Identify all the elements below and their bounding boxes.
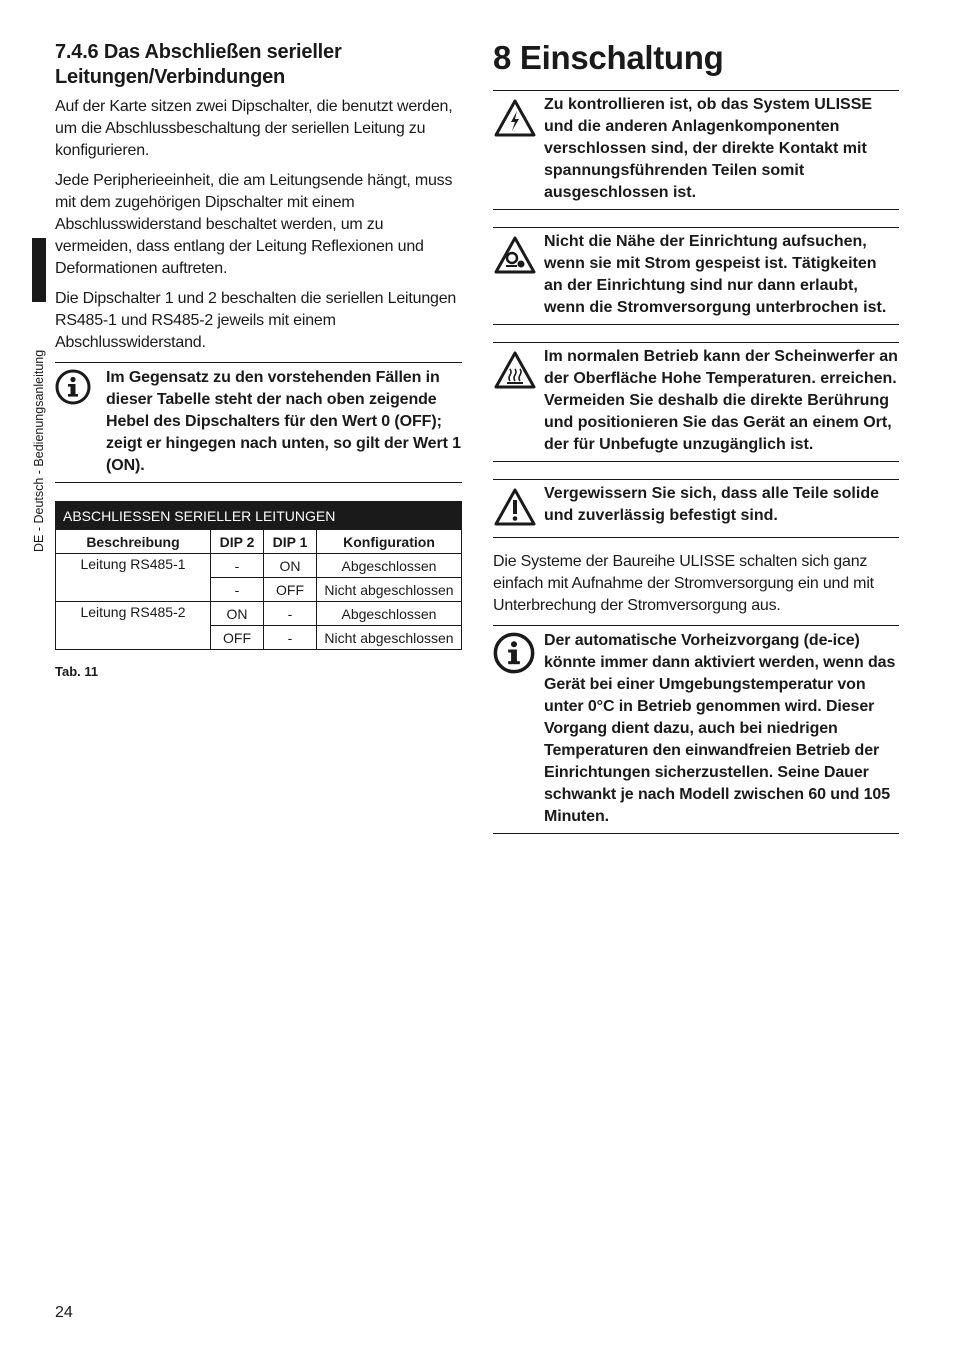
side-label: DE - Deutsch - Bedienungsanleitung — [32, 349, 46, 552]
table-cell: ON — [264, 554, 317, 578]
table-cell: Leitung RS485-2 — [56, 602, 211, 650]
table-cell: - — [264, 626, 317, 650]
chapter-title: 8 Einschaltung — [493, 39, 724, 76]
mechanical-hazard-icon — [493, 231, 544, 319]
table-row — [56, 554, 462, 578]
paragraph: Jede Peripherieeinheit, die am Leitungsende hängt, muss mit dem zugehörigen Dipschalter mit einem Abschlusswiderstand beschaltet werden, um zu vermeiden, dass entlang der Leitung Reflexionen und Deformationen auftreten. — [55, 172, 453, 277]
paragraph: Auf der Karte sitzen zwei Dipschalter, die benutzt werden, um die Abschlussbeschaltung der seriellen Leitung zu konfigurieren. — [55, 98, 453, 159]
table-cell: Nicht abgeschlossen — [317, 626, 462, 650]
table-cell: Abgeschlossen — [317, 602, 462, 626]
column-header: DIP 2 — [211, 530, 264, 554]
warning-note — [493, 90, 899, 210]
general-warning-icon — [493, 483, 544, 532]
left-column — [55, 40, 462, 679]
table-cell: OFF — [264, 578, 317, 602]
warning-note — [493, 342, 899, 462]
table-cell: Abgeschlossen — [317, 554, 462, 578]
side-tab-marker — [32, 238, 46, 302]
warning-text: Nicht die Nähe der Einrichtung aufsuchen, wenn sie mit Strom gespeist ist. Tätigkeiten an der Einrichtung sind nur dann erlaubt, wenn die Stromversorgung unterbrochen ist. — [544, 233, 887, 316]
column-header: DIP 1 — [264, 530, 317, 554]
info-note — [493, 625, 899, 834]
electric-hazard-icon — [493, 94, 544, 204]
table-cell: - — [211, 554, 264, 578]
table-caption: Tab. 11 — [55, 664, 99, 679]
table-cell: OFF — [211, 626, 264, 650]
info-note — [55, 362, 462, 483]
table-cell: - — [211, 578, 264, 602]
table-cell: ON — [211, 602, 264, 626]
table-cell: - — [264, 602, 317, 626]
table-row — [56, 602, 462, 626]
warning-text: Zu kontrollieren ist, ob das System ULISSE und die anderen Anlagenkomponenten verschlossen sind, der direkte Kontakt mit spannungsführenden Teilen somit ausgeschlossen ist. — [544, 96, 873, 201]
warning-text: Vergewissern Sie sich, dass alle Teile solide und zuverlässig befestigt sind. — [544, 485, 879, 524]
warning-note — [493, 479, 899, 538]
warning-text: Im normalen Betrieb kann der Scheinwerfer an der Oberfläche Hohe Temperaturen. erreichen. Vermeiden Sie deshalb die direkte Berührung und positionieren Sie das Gerät an einem Ort, der für Unbefugte unzugänglich ist. — [544, 348, 898, 453]
hot-surface-icon — [493, 346, 544, 456]
paragraph: Die Systeme der Baureihe ULISSE schalten sich ganz einfach mit Aufnahme der Stromversorgung ein und mit Unterbrechung der Stromversorgung aus. — [493, 553, 874, 614]
table-title: ABSCHLIESSEN SERIELLER LEITUNGEN — [56, 502, 462, 530]
termination-table — [55, 501, 462, 650]
column-header: Konfiguration — [317, 530, 462, 554]
paragraph: Die Dipschalter 1 und 2 beschalten die seriellen Leitungen RS485-1 und RS485-2 jeweils mit einem Abschlusswiderstand. — [55, 290, 457, 351]
info-note-text: Der automatische Vorheizvorgang (de-ice) könnte immer dann aktiviert werden, wenn das Gerät bei einer Umgebungstemperatur von unter 0°C in Betrieb genommen wird. Dieser Vorgang dient dazu, auch bei niedrigen Temperaturen den einwandfreien Betrieb der Einrichtungen sicherzustellen. Seine Dauer schwankt je nach Modell zwischen 60 und 105 Minuten. — [544, 632, 896, 825]
info-note-text: Im Gegensatz zu den vorstehenden Fällen in dieser Tabelle steht der nach oben zeigende Hebel des Dipschalters für den Wert 0 (OFF); zeigt er hingegen nach unten, so gilt der Wert 1 (ON). — [106, 369, 461, 474]
warning-note — [493, 227, 899, 325]
info-icon — [493, 630, 544, 828]
column-header: Beschreibung — [56, 530, 211, 554]
table-cell: Nicht abgeschlossen — [317, 578, 462, 602]
right-column — [493, 36, 899, 834]
section-heading: 7.4.6 Das Abschließen serieller Leitungen/Verbindungen — [55, 41, 342, 88]
table-cell: Leitung RS485-1 — [56, 554, 211, 602]
page-number: 24 — [55, 1304, 73, 1321]
info-icon — [55, 367, 106, 477]
